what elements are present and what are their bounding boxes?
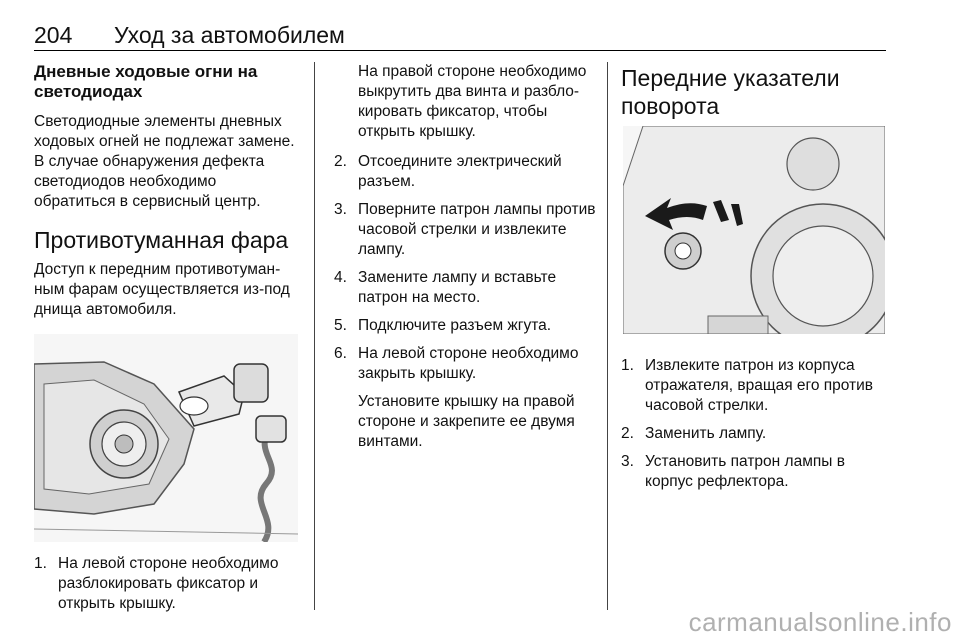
column-1 [34,62,302,622]
step-text: Установить патрон лампы в корпус рефлектора. [645,453,845,490]
step-number: 1. [621,357,634,374]
continued-text: На правой стороне необходимо выкрутить два винта и разбло-кировать фиксатор, чтобы открыть крышку. [358,63,587,140]
list-item [621,356,891,416]
column-2 [334,62,599,460]
step-number: 2. [621,425,634,442]
fog-text: Доступ к передним противотуман-ным фарам осуществляется из-под днища автомобиля. [34,261,290,318]
step-number: 5. [334,317,347,334]
page-header [34,14,886,51]
step-text: Заменить лампу. [645,425,767,442]
turn-signal-drawing [623,126,885,334]
page-number: 204 [34,22,73,48]
list-item [34,554,302,614]
turn-signal-steps-list [621,356,891,492]
list-item [621,424,891,444]
drl-heading: Дневные ходовые огни на светодиодах [34,62,258,101]
column-3 [621,64,891,500]
step-text: На левой стороне необходимо закрыть крышку. [358,345,579,382]
turn-signal-heading: Передние указатели поворота [621,65,840,119]
step-subtext: Установите крышку на правой стороне и закрепите ее двумя винтами. [358,393,575,450]
step-text: На левой стороне необходимо разблокировать фиксатор и открыть крышку. [58,555,279,612]
fog-steps-list [34,554,302,614]
page-title: Уход за автомобилем [114,22,345,48]
step-number: 3. [621,453,634,470]
list-item [621,452,891,492]
list-item [334,316,599,336]
fog-heading: Противотуманная фара [34,227,289,253]
step-text: Поверните патрон лампы против часовой стрелки и извлеките лампу. [358,201,596,258]
column-divider [314,62,315,610]
step-number: 2. [334,153,347,170]
drl-text: Светодиодные элементы дневных ходовых огней не подлежат замене. В случае обнаружения дефекта светодиодов необходимо обратиться в сервисный центр. [34,113,295,210]
column-divider [607,62,608,610]
fog-steps-list-continued [334,152,599,452]
fog-lamp-illustration [34,334,298,542]
step-text: Замените лампу и вставьте патрон на место. [358,269,557,306]
step-number: 6. [334,345,347,362]
watermark: carmanualsonline.info [688,607,952,637]
step-number: 1. [34,555,47,572]
step-text: Извлеките патрон из корпуса отражателя, вращая его против часовой стрелки. [645,357,874,414]
list-item [334,152,599,192]
list-item [334,344,599,452]
list-item [334,200,599,260]
list-item [334,268,599,308]
step-number: 3. [334,201,347,218]
fog-lamp-drawing [34,334,298,542]
step-number: 4. [334,269,347,286]
step-text: Отсоедините электрический разъем. [358,153,562,190]
step-text: Подключите разъем жгута. [358,317,552,334]
turn-signal-illustration [623,126,885,334]
